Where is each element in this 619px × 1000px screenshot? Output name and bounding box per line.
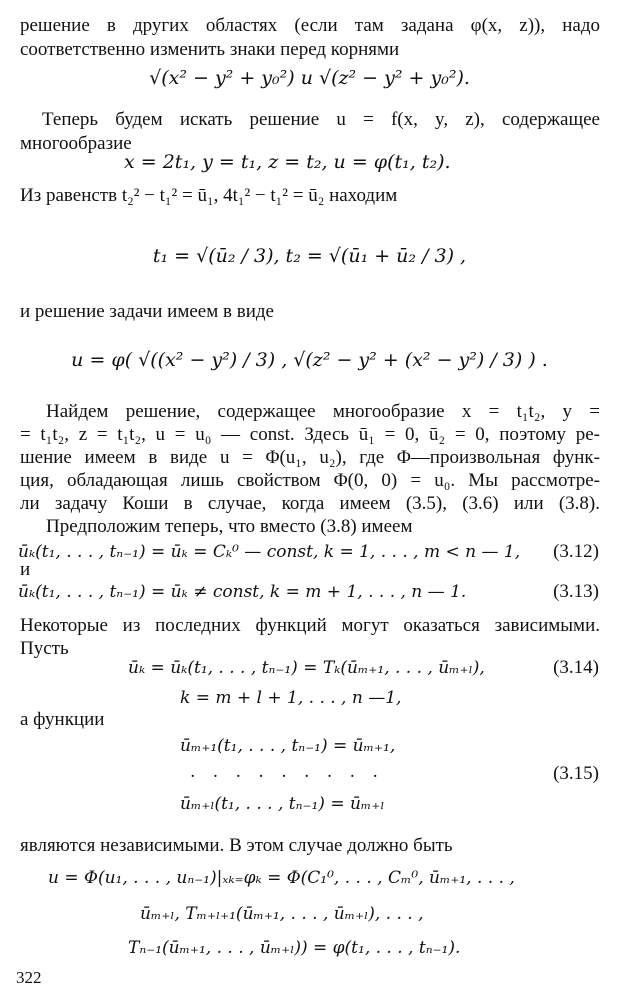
- text-line: соответственно изменить знаки перед корнями: [20, 39, 400, 60]
- equation-number: (3.15): [553, 763, 599, 784]
- equation-final-line1: u = Φ(u₁, . . . , uₙ₋₁)|ₓₖ₌φₖ = Φ(C₁⁰, . . . , Cₘ⁰, ūₘ₊₁, . . . ,: [48, 868, 515, 888]
- text-line: ция, обладающая лишь свойством Φ(0, 0) = u₀. Мы рассмотре-: [20, 470, 600, 491]
- text-line: являются независимыми. В этом случае должно быть: [20, 835, 453, 856]
- equation-t: t₁ = √(ū₂ / 3), t₂ = √(ū₁ + ū₂ / 3) ,: [152, 245, 467, 267]
- equation-number: (3.14): [553, 657, 599, 678]
- text-line: шение имеем в виде u = Φ(u₁, u₂), где Φ—произвольная функ-: [20, 447, 600, 468]
- equation-3-14: ūₖ = ūₖ(t₁, . . . , tₙ₋₁) = Tₖ(ūₘ₊₁, . . . , ūₘ₊ₗ),: [128, 658, 485, 678]
- text-line: Из равенств t₂² − t₁² = ū₁, 4t₁² − t₁² = ū₂ находим: [20, 185, 398, 206]
- text-line: Найдем решение, содержащее многообразие x = t₁t₂, y =: [46, 401, 600, 422]
- page-number: 322: [16, 968, 42, 987]
- text-line: Некоторые из последних функций могут оказаться зависимыми.: [20, 615, 600, 636]
- text-line: решение в других областях (если там задана φ(x, z)), надо: [20, 15, 600, 36]
- text-line: Теперь будем искать решение u = f(x, y, z), содержащее: [42, 109, 600, 130]
- text-line: ли задачу Коши в случае, когда имеем (3.5), (3.6) или (3.8).: [20, 493, 600, 514]
- equation-solution: u = φ( √((x² − y²) / 3) , √(z² − y² + (x² − y²) / 3) ) .: [71, 349, 548, 371]
- equation-3-13: ūₖ(t₁, . . . , tₙ₋₁) = ūₖ ≠ const, k = m + 1, . . . , n — 1.: [18, 582, 467, 602]
- text-line: и решение задачи имеем в виде: [20, 301, 274, 322]
- equation-3-14-range: k = m + l + 1, . . . , n —1,: [180, 688, 402, 708]
- equation-roots: √(x² − y² + y₀²) и √(z² − y² + y₀²).: [149, 67, 470, 89]
- equation-3-15-first: ūₘ₊₁(t₁, . . . , tₙ₋₁) = ūₘ₊₁,: [180, 736, 396, 756]
- equation-number: (3.13): [553, 581, 599, 602]
- equation-3-12: ūₖ(t₁, . . . , tₙ₋₁) = ūₖ = Cₖ⁰ — const, k = 1, . . . , m < n — 1,: [18, 542, 521, 562]
- equation-manifold: x = 2t₁, y = t₁, z = t₂, u = φ(t₁, t₂).: [124, 151, 451, 173]
- equation-final-line2: ūₘ₊ₗ, Tₘ₊ₗ₊₁(ūₘ₊₁, . . . , ūₘ₊ₗ), . . . ,: [140, 904, 424, 924]
- equation-3-15-last: ūₘ₊ₗ(t₁, . . . , tₙ₋₁) = ūₘ₊ₗ: [180, 794, 385, 814]
- equation-final-line3: Tₙ₋₁(ūₘ₊₁, . . . , ūₘ₊ₗ)) = φ(t₁, . . . , tₙ₋₁).: [128, 938, 461, 958]
- text-line: = t₁t₂, z = t₁t₂, u = u₀ — const. Здесь ū₁ = 0, ū₂ = 0, поэтому ре-: [20, 424, 600, 445]
- text-line: многообразие: [20, 133, 132, 154]
- equation-number: (3.12): [553, 541, 599, 562]
- text-line: Предположим теперь, что вместо (3.8) имеем: [46, 516, 413, 537]
- equation-3-15-dots: . . . . . . . . .: [190, 762, 384, 782]
- text-line: Пусть: [20, 638, 69, 659]
- text-line: и: [20, 559, 31, 580]
- text-line: а функции: [20, 709, 105, 730]
